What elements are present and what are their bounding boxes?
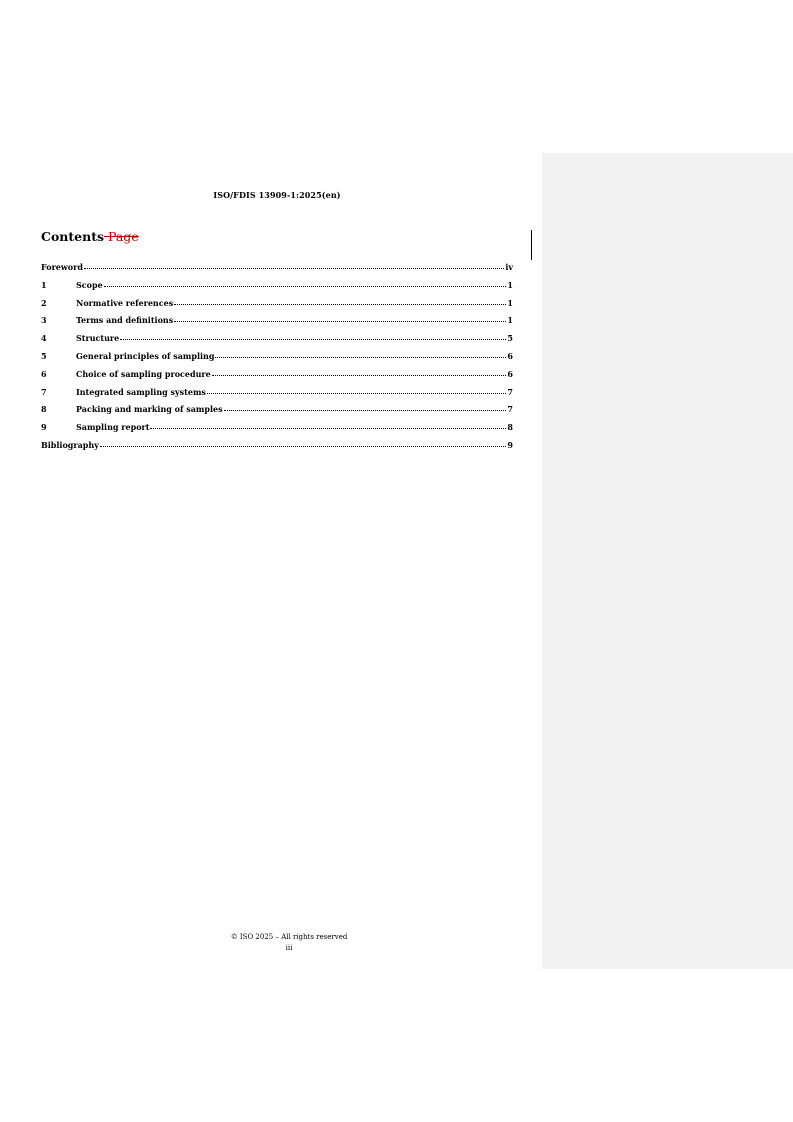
toc-leader bbox=[100, 446, 507, 447]
toc-page-number: 1 bbox=[507, 315, 513, 326]
toc-leader bbox=[224, 410, 507, 411]
table-of-contents bbox=[41, 262, 513, 458]
toc-number: 1 bbox=[41, 279, 47, 290]
toc-page-number: 5 bbox=[507, 333, 513, 344]
toc-page-number: 1 bbox=[507, 297, 513, 308]
toc-page-number: 7 bbox=[507, 404, 513, 415]
deleted-page-label: Page bbox=[104, 229, 139, 244]
toc-entry-integrated-sampling-systems[interactable] bbox=[41, 387, 513, 405]
toc-label: Normative references bbox=[76, 297, 174, 308]
toc-label: Packing and marking of samples bbox=[76, 404, 223, 415]
toc-entry-structure[interactable] bbox=[41, 333, 513, 351]
toc-number: 6 bbox=[41, 368, 47, 379]
toc-page-number: 7 bbox=[507, 386, 513, 397]
toc-page-number: 9 bbox=[507, 439, 513, 450]
toc-leader bbox=[207, 393, 506, 394]
toc-number: 2 bbox=[41, 297, 47, 308]
toc-number: 9 bbox=[41, 422, 47, 433]
toc-number: 5 bbox=[41, 350, 47, 361]
toc-label: Sampling report bbox=[76, 422, 150, 433]
toc-leader bbox=[174, 321, 506, 322]
toc-number: 8 bbox=[41, 404, 47, 415]
toc-label: Terms and definitions bbox=[76, 315, 174, 326]
toc-entry-packing-and-marking[interactable] bbox=[41, 404, 513, 422]
toc-leader bbox=[84, 268, 504, 269]
toc-page-number: 6 bbox=[507, 368, 513, 379]
toc-leader bbox=[150, 428, 506, 429]
toc-entry-general-principles[interactable] bbox=[41, 351, 513, 369]
contents-title: Contents bbox=[41, 229, 105, 244]
page-footer bbox=[41, 932, 537, 954]
toc-entry-choice-of-sampling-procedure[interactable] bbox=[41, 369, 513, 387]
toc-entry-normative-references[interactable] bbox=[41, 298, 513, 316]
toc-leader bbox=[120, 339, 506, 340]
toc-label: Bibliography bbox=[41, 439, 99, 450]
toc-page-number: 1 bbox=[507, 279, 513, 290]
document-header: ISO/FDIS 13909-1:2025(en) bbox=[213, 190, 341, 200]
page-number: iii bbox=[285, 944, 293, 952]
toc-leader bbox=[174, 304, 506, 305]
copyright-notice: © ISO 2025 – All rights reserved bbox=[230, 933, 348, 941]
toc-label: Choice of sampling procedure bbox=[76, 368, 211, 379]
toc-label: General principles of sampling bbox=[76, 350, 215, 361]
toc-entry-sampling-report[interactable] bbox=[41, 422, 513, 440]
toc-number: 4 bbox=[41, 333, 47, 344]
toc-entry-scope[interactable] bbox=[41, 280, 513, 298]
toc-entry-foreword[interactable] bbox=[41, 262, 513, 280]
toc-page-number: iv bbox=[505, 262, 513, 272]
toc-leader bbox=[104, 286, 507, 287]
toc-page-number: 6 bbox=[507, 350, 513, 361]
toc-page-number: 8 bbox=[507, 422, 513, 433]
toc-number: 3 bbox=[41, 315, 47, 326]
toc-label: Structure bbox=[76, 333, 120, 344]
toc-entry-terms-and-definitions[interactable] bbox=[41, 315, 513, 333]
toc-leader bbox=[215, 357, 506, 358]
toc-entry-bibliography[interactable] bbox=[41, 440, 513, 458]
change-bar bbox=[531, 230, 532, 260]
toc-label: Integrated sampling systems bbox=[76, 386, 206, 397]
toc-label: Foreword bbox=[41, 262, 83, 272]
contents-heading bbox=[41, 229, 139, 244]
toc-number: 7 bbox=[41, 386, 47, 397]
comment-pane bbox=[542, 153, 793, 969]
toc-leader bbox=[212, 375, 507, 376]
toc-label: Scope bbox=[76, 279, 103, 290]
